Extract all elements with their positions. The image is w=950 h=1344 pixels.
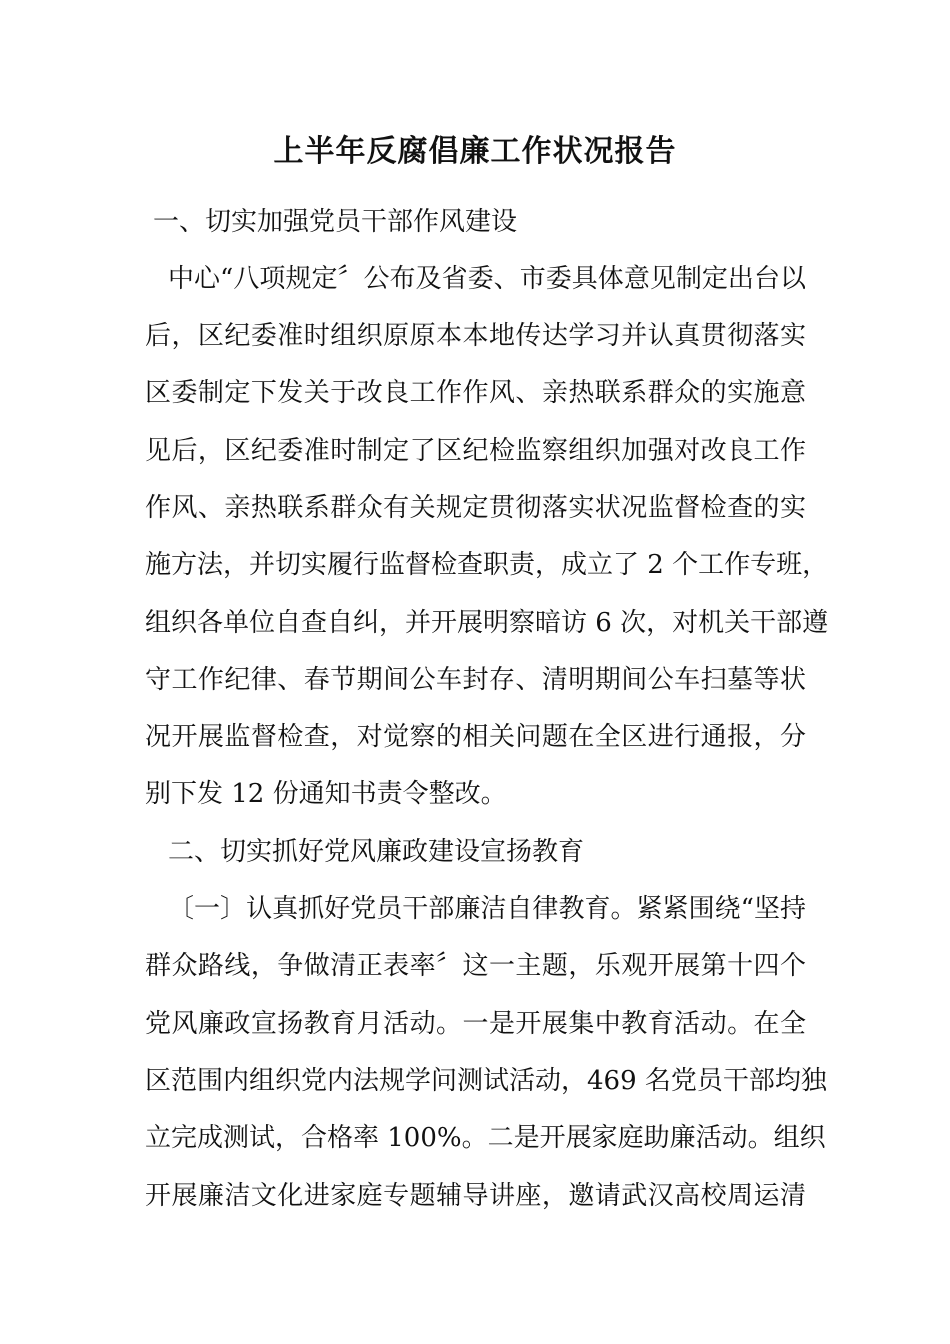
paragraph-line: 开展廉洁文化进家庭专题辅导讲座，邀请武汉高校周运清: [145, 1180, 806, 1211]
paragraph-line: 作风、亲热联系群众有关规定贯彻落实状况监督检查的实: [145, 492, 806, 523]
paragraph-line: 后，区纪委准时组织原原本本地传达学习并认真贯彻落实: [145, 321, 806, 352]
paragraph-line: 组织各单位自查自纠，并开展明察暗访 6 次，对机关干部遵: [145, 607, 829, 638]
paragraph-line: 况开展监督检查，对觉察的相关问题在全区进行通报，分: [145, 722, 806, 753]
paragraph-line: 党风廉政宣扬教育月活动。一是开展集中教育活动。在全: [145, 1008, 806, 1039]
paragraph-line: 见后，区纪委准时制定了区纪检监察组织加强对改良工作: [145, 435, 806, 466]
paragraph-line: 区范围内组织党内法规学问测试活动，469 名党员干部均独: [145, 1065, 827, 1096]
section-heading: 一、切实加强党员干部作风建设: [153, 206, 518, 237]
document-body: [145, 194, 829, 1225]
paragraph-line: 立完成测试，合格率 100%。二是开展家庭助廉活动。组织: [145, 1123, 826, 1154]
paragraph-line: 守工作纪律、春节期间公车封存、清明期间公车扫墓等状: [145, 664, 806, 695]
paragraph-line: 〔一〕认真抓好党员干部廉洁自律教育。紧紧围绕“坚持: [168, 894, 806, 925]
paragraph-line: 区委制定下发关于改良工作作风、亲热联系群众的实施意: [145, 378, 806, 409]
document-title: 上半年反腐倡廉工作状况报告: [273, 134, 677, 169]
paragraph-line: 群众路线，争做清正表率〞这一主题，乐观开展第十四个: [145, 951, 806, 982]
paragraph-line: 中心“八项规定〞公布及省委、市委具体意见制定出台以: [168, 263, 806, 294]
paragraph-line: 别下发 12 份通知书责令整改。: [145, 779, 507, 810]
paragraph-line: 施方法，并切实履行监督检查职责，成立了 2 个工作专班，: [145, 550, 829, 581]
section-heading: 二、切实抓好党风廉政建设宣扬教育: [168, 836, 585, 867]
